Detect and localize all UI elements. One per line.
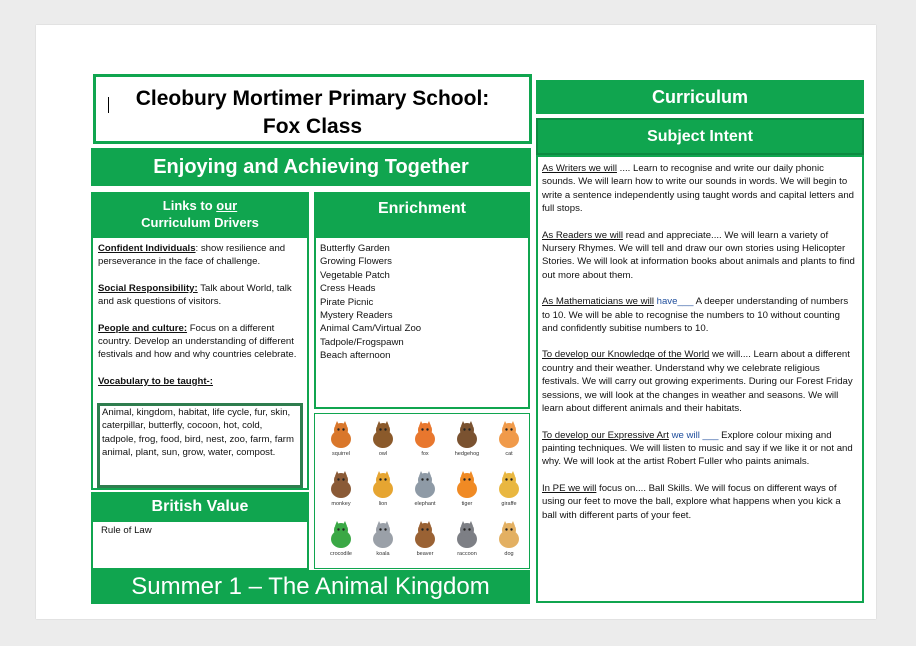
animal-raccoon <box>447 520 487 557</box>
animal-label: dog <box>504 551 514 557</box>
text-cursor <box>108 97 109 113</box>
vocabulary-box <box>97 403 303 488</box>
enrichment-item: Animal Cam/Virtual Zoo <box>320 323 422 335</box>
animal-beaver <box>405 520 445 557</box>
squirrel-icon <box>326 420 356 450</box>
koala-icon <box>368 520 398 550</box>
enrichment-item: Growing Flowers <box>320 256 392 268</box>
enrichment-item: Cress Heads <box>320 283 376 295</box>
animal-label: beaver <box>416 551 434 557</box>
beaver-icon <box>410 520 440 550</box>
driver-item: Social Responsibility: Talk about World, talk and ask questions of visitors. <box>98 282 292 308</box>
enrichment-list <box>314 236 530 409</box>
animal-label: raccoon <box>457 551 477 557</box>
topic-text: Summer 1 – The Animal Kingdom <box>131 573 490 600</box>
animal-hedgehog <box>447 420 487 457</box>
vocabulary-label: Vocabulary to be taught-: <box>98 375 213 387</box>
animal-dog <box>489 520 529 557</box>
school-name: Cleobury Mortimer Primary School: <box>135 87 490 110</box>
curriculum-drivers-header: Links to our Curriculum Drivers <box>91 192 309 236</box>
class-name: Fox Class <box>262 115 363 138</box>
hedgehog-icon <box>452 420 482 450</box>
owl-icon <box>368 420 398 450</box>
tiger-icon <box>452 470 482 500</box>
driver-list <box>98 242 302 362</box>
enrichment-item: Beach afternoon <box>320 350 391 362</box>
animal-fox <box>405 420 445 457</box>
intent-section: To develop our Knowledge of the World we will.... Learn about a different country and their weather. Understand why we celebrate religious festivals. We will carry out growing experiments. During our Forest Friday sessions, we will look at the changes in weather and seasons. We will learn about different animals and their habitats. <box>542 349 853 415</box>
school-title-box <box>93 74 532 144</box>
raccoon-icon <box>452 520 482 550</box>
british-value-header: British Value <box>91 492 309 522</box>
motto-bar <box>91 148 531 186</box>
intent-section: To develop our Expressive Art we will ___ Explore colour mixing and painting techniques. We will listen to music and say if we like it or not and why. We will look at the artist Robert Fuller who paints animals. <box>542 429 853 468</box>
enrichment-item: Mystery Readers <box>320 310 393 322</box>
giraffe-icon <box>494 470 524 500</box>
subject-intent-header: Subject Intent <box>536 118 864 155</box>
enrichment-item: Pirate Picnic <box>320 296 374 308</box>
topic-bar <box>91 570 530 604</box>
animal-label: hedgehog <box>454 451 480 457</box>
fox-icon <box>410 420 440 450</box>
animal-label: owl <box>378 451 388 457</box>
monkey-icon <box>326 470 356 500</box>
enrichment-header: Enrichment <box>314 192 530 236</box>
driver-item: People and culture: Focus on a different country. Develop an understanding of different festivals and how and why countries celebrate. <box>98 322 297 361</box>
intent-section: As Mathematicians we will have___ A deeper understanding of numbers to 10. We will be able to recognise the numbers to 10 without counting and confidently subitise numbers to 10. <box>542 296 849 335</box>
animal-label: monkey <box>331 501 351 507</box>
curriculum-header: Curriculum <box>536 80 864 114</box>
animal-monkey <box>321 470 361 507</box>
intent-section: As Writers we will .... Learn to recognise and write our daily phonic sounds. We will learn how to write our sounds in words. We will begin to write a sentence independently using taught words and capital letters and full stops. <box>542 163 854 215</box>
intent-section: As Readers we will read and appreciate.... We will learn a variety of Nursery Rhymes. We will tell and draw our own stories using Helicopter Stories. We will look at information books about animals and plants to find out more about them. <box>542 229 855 281</box>
british-value-content <box>91 522 309 570</box>
animal-label: squirrel <box>331 451 351 457</box>
animal-tiger <box>447 470 487 507</box>
animal-label: koala <box>376 551 390 557</box>
animal-label: lion <box>378 501 388 507</box>
animal-label: fox <box>421 451 429 457</box>
animal-giraffe <box>489 470 529 507</box>
vocabulary-text: Animal, kingdom, habitat, life cycle, fur, skin, caterpillar, butterfly, cocoon, hot, cold, tadpole, frog, food, bird, nest, zoo, farm, farm animal, plant, sun, grow, water, compost. <box>102 407 294 459</box>
enrichment-item: Tadpole/Frogspawn <box>320 336 404 348</box>
motto-text: Enjoying and Achieving Together <box>153 156 469 178</box>
elephant-icon <box>410 470 440 500</box>
animal-squirrel <box>321 420 361 457</box>
enrichment-item: Vegetable Patch <box>320 269 390 281</box>
animal-koala <box>363 520 403 557</box>
animal-crocodile <box>321 520 361 557</box>
subject-intent-content <box>536 155 864 603</box>
driver-item: Confident Individuals: show resilience and perseverance in the face of challenge. <box>98 243 286 268</box>
animal-owl <box>363 420 403 457</box>
document-page <box>36 25 876 619</box>
crocodile-icon <box>326 520 356 550</box>
animal-label: tiger <box>461 501 473 507</box>
animal-label: giraffe <box>501 501 517 507</box>
intent-section: In PE we will focus on.... Ball Skills. We will focus on different ways of using our feet to move the ball, explore what happens when you kick a ball with different parts of your feet. <box>542 482 841 521</box>
enrichment-item: Butterfly Garden <box>320 243 390 254</box>
cat-icon <box>494 420 524 450</box>
animal-lion <box>363 470 403 507</box>
dog-icon <box>494 520 524 550</box>
animal-picture <box>314 413 530 569</box>
animal-elephant <box>405 470 445 507</box>
animal-label: crocodile <box>329 551 352 557</box>
animal-label: cat <box>505 451 513 457</box>
animal-cat <box>489 420 529 457</box>
british-value-text: Rule of Law <box>101 525 152 536</box>
animal-label: elephant <box>414 501 436 507</box>
lion-icon <box>368 470 398 500</box>
